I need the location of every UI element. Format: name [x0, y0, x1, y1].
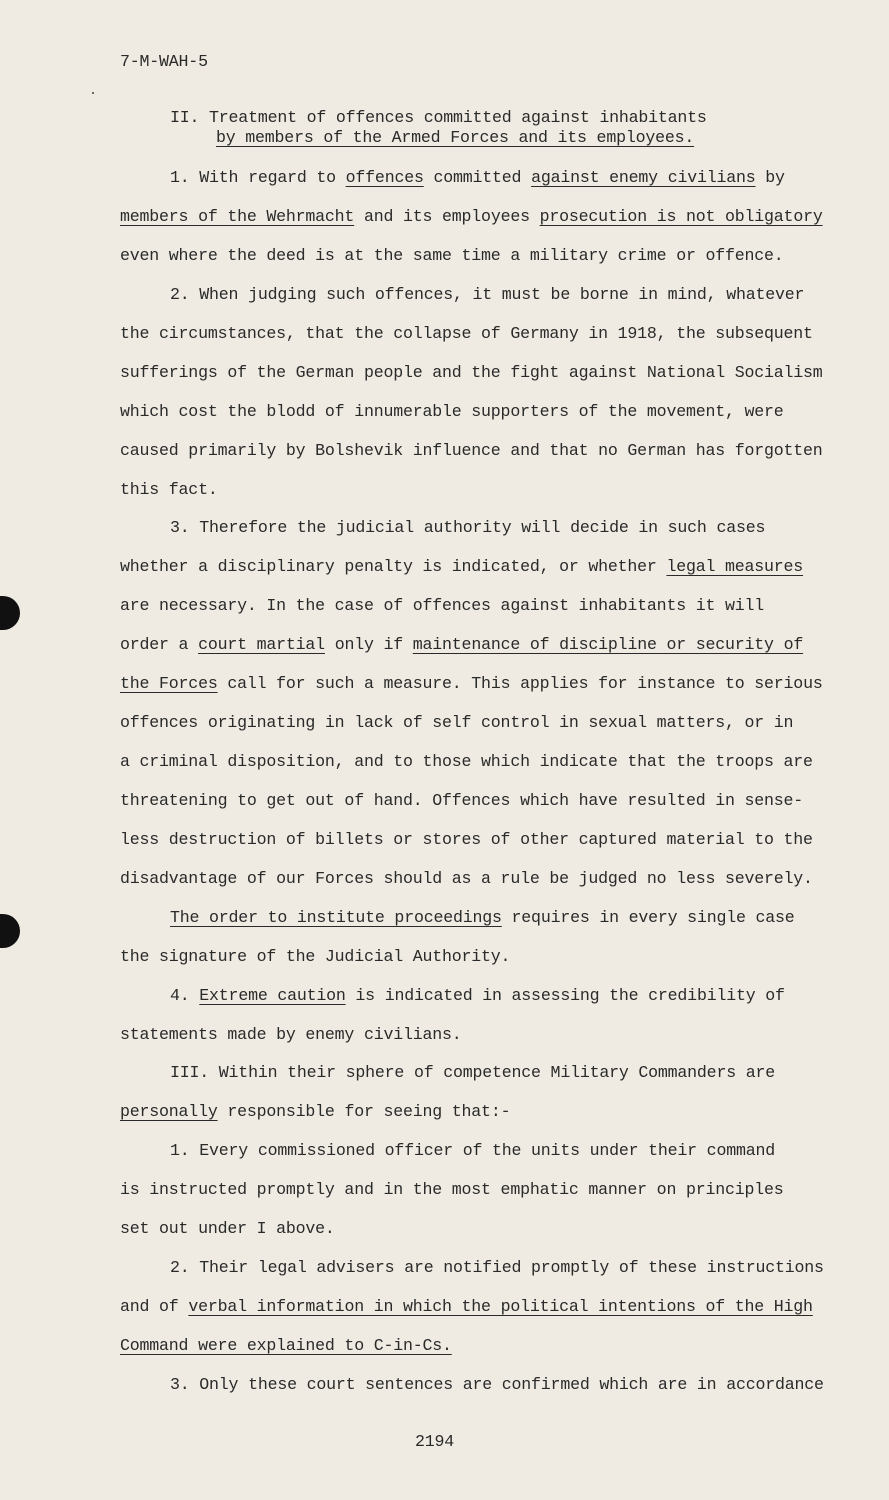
para-3-line-1: 3. Therefore the judicial authority will decide in such cases	[170, 518, 766, 537]
underlined-text: maintenance of discipline or security of	[412, 635, 804, 654]
item-2-line-3	[120, 1336, 452, 1356]
text-run: and of	[120, 1297, 189, 1316]
item-3-line-1: 3. Only these court sentences are confirmed which are in accordance	[170, 1375, 824, 1394]
underlined-text: prosecution is not obligatory	[539, 207, 823, 226]
section-iii-line-2	[120, 1102, 510, 1122]
para-4-line-1	[170, 908, 795, 928]
underlined-text: personally	[120, 1102, 218, 1121]
para-2-line-5: caused primarily by Bolshevik influence and that no German has forgotten	[120, 441, 823, 460]
text-run: committed	[423, 168, 532, 187]
section-iii-line-1: III. Within their sphere of competence Military Commanders are	[170, 1063, 775, 1082]
paper-speck	[92, 92, 94, 94]
para-3-line-7: a criminal disposition, and to those which indicate that the troops are	[120, 752, 813, 771]
text-run: and its employees	[354, 207, 540, 226]
text-run: 4.	[170, 986, 200, 1005]
underlined-text: court martial	[198, 635, 325, 654]
heading-underlined: by members of the Armed Forces and its employees.	[216, 128, 695, 147]
text-run: requires in every single case	[501, 908, 795, 927]
text-run: is indicated in assessing the credibility of	[345, 986, 785, 1005]
underlined-text: against enemy civilians	[531, 168, 756, 187]
underlined-text: The order to institute proceedings	[170, 908, 502, 927]
para-3-line-10: disadvantage of our Forces should as a rule be judged no less severely.	[120, 869, 813, 888]
binder-hole	[0, 914, 20, 948]
para-3-line-9: less destruction of billets or stores of other captured material to the	[120, 830, 813, 849]
para-3-line-5	[120, 674, 823, 694]
text-run: order a	[120, 635, 199, 654]
underlined-text: offences	[345, 168, 424, 187]
para-1-line-2	[120, 207, 823, 227]
text-run: whether a disciplinary penalty is indicated, or whether	[120, 557, 667, 576]
text-run: only if	[324, 635, 413, 654]
para-2-line-6: this fact.	[120, 480, 218, 499]
para-3-line-8: threatening to get out of hand. Offences which have resulted in sense-	[120, 791, 804, 810]
underlined-text: Extreme caution	[199, 986, 346, 1005]
underlined-text: members of the Wehrmacht	[120, 207, 355, 226]
para-2-line-2: the circumstances, that the collapse of Germany in 1918, the subsequent	[120, 324, 813, 343]
item-1-line-2: is instructed promptly and in the most emphatic manner on principles	[120, 1180, 784, 1199]
para-2-line-1: 2. When judging such offences, it must be borne in mind, whatever	[170, 285, 805, 304]
item-2-line-2	[120, 1297, 813, 1317]
para-3-line-4	[120, 635, 803, 655]
section-ii-heading-line1: II. Treatment of offences committed against inhabitants	[170, 108, 707, 127]
underlined-text: the Forces	[120, 674, 218, 693]
item-2-line-1: 2. Their legal advisers are notified promptly of these instructions	[170, 1258, 824, 1277]
text-run: by	[755, 168, 785, 187]
para-5-line-1	[170, 986, 785, 1006]
underlined-text: Command were explained to C-in-Cs.	[120, 1336, 452, 1355]
para-2-line-4: which cost the blodd of innumerable supporters of the movement, were	[120, 402, 784, 421]
document-id: 7-M-WAH-5	[120, 52, 208, 71]
text-run: 1. With regard to	[170, 168, 346, 187]
para-3-line-2	[120, 557, 803, 577]
para-4-line-2: the signature of the Judicial Authority.	[120, 947, 511, 966]
underlined-text: legal measures	[666, 557, 804, 576]
binder-hole	[0, 596, 20, 630]
page-number: 2194	[415, 1432, 455, 1451]
para-5-line-2: statements made by enemy civilians.	[120, 1025, 462, 1044]
para-1-line-3: even where the deed is at the same time a military crime or offence.	[120, 246, 784, 265]
item-1-line-3: set out under I above.	[120, 1219, 335, 1238]
item-1-line-1: 1. Every commissioned officer of the units under their command	[170, 1141, 775, 1160]
underlined-text: verbal information in which the political intentions of the High	[188, 1297, 813, 1316]
text-run: responsible for seeing that:-	[217, 1102, 511, 1121]
text-run: call for such a measure. This applies for instance to serious	[217, 674, 823, 693]
section-ii-heading-line2	[216, 128, 694, 148]
para-3-line-3: are necessary. In the case of offences against inhabitants it will	[120, 596, 765, 615]
para-2-line-3: sufferings of the German people and the fight against National Socialism	[120, 363, 823, 382]
para-1-line-1	[170, 168, 785, 188]
para-3-line-6: offences originating in lack of self control in sexual matters, or in	[120, 713, 794, 732]
